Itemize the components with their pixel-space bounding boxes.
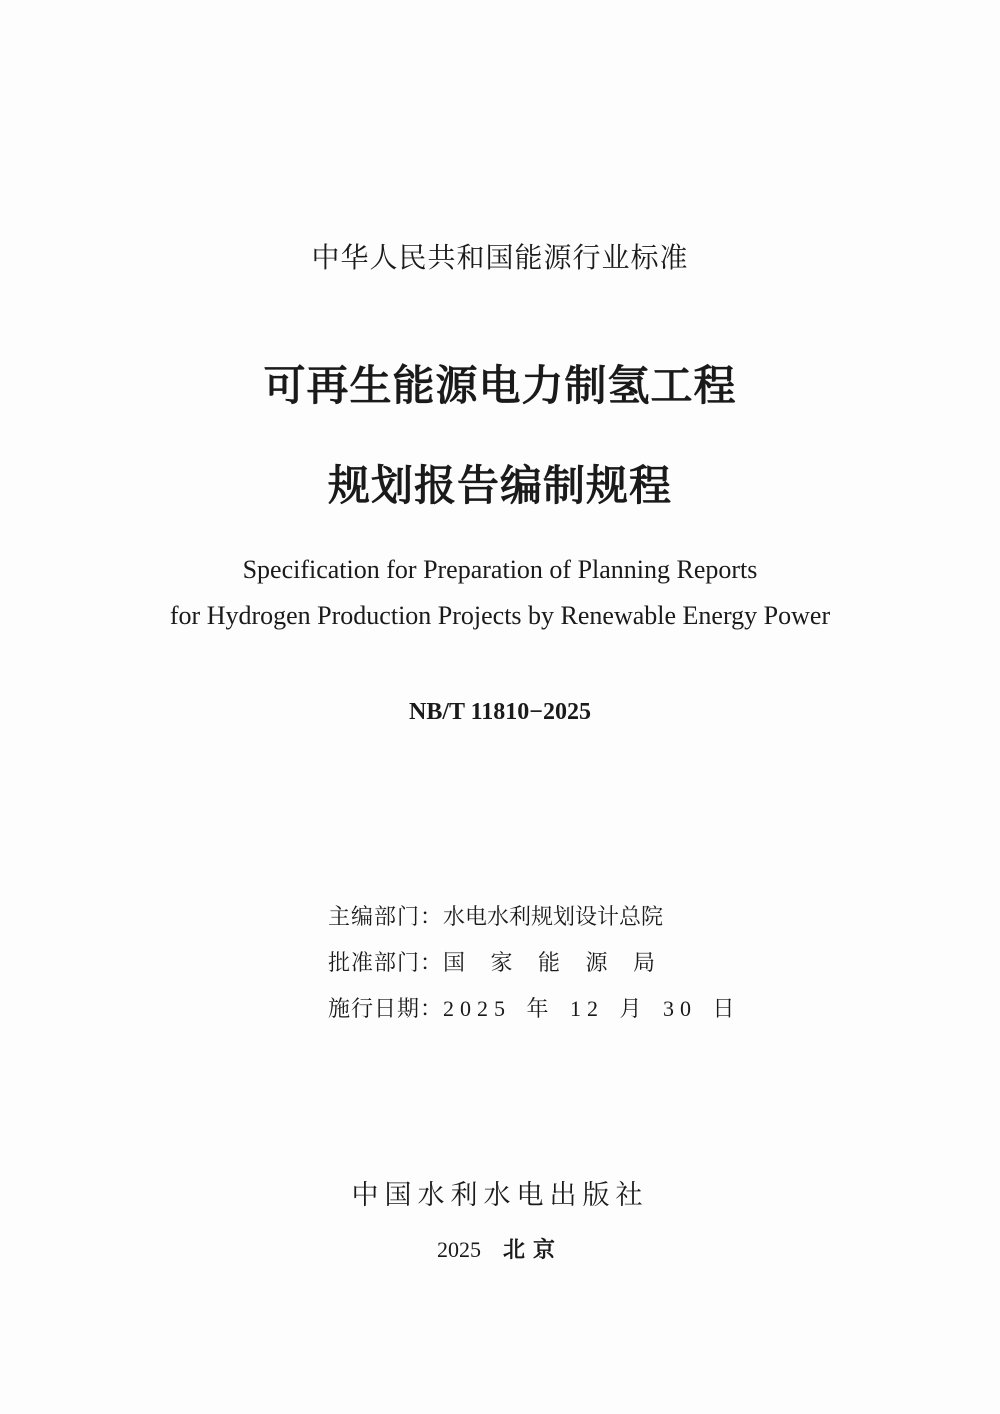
chinese-title-line-2: 规划报告编制规程 (327, 461, 672, 510)
chinese-title-line-1: 可再生能源电力制氢工程 (263, 361, 737, 410)
editor-label: 主编部门： (328, 904, 444, 929)
standard-metadata (328, 898, 748, 1036)
standard-number: NB/T 11810−2025 (409, 699, 591, 725)
publication-year: 2025 (436, 1237, 481, 1262)
publisher-name: 中国水利水电出版社 (351, 1180, 649, 1211)
effective-date-row (328, 990, 748, 1036)
standard-category: 中华人民共和国能源行业标准 (311, 241, 689, 274)
effective-date-value: 2025 年 12 月 30 日 (443, 996, 741, 1021)
approver-label: 批准部门： (328, 950, 444, 975)
approver-row (328, 944, 748, 990)
english-title-line-2: for Hydrogen Production Projects by Renewable Energy Power (169, 601, 831, 630)
english-title-line-1: Specification for Preparation of Planning Reports (242, 555, 758, 584)
publication-line (0, 1232, 1000, 1269)
publication-city: 北京 (502, 1238, 563, 1263)
editor-value: 水电水利规划设计总院 (443, 904, 664, 929)
editor-row (328, 898, 748, 944)
approver-value: 国 家 能 源 局 (443, 950, 666, 975)
effective-date-label: 施行日期： (328, 996, 444, 1021)
